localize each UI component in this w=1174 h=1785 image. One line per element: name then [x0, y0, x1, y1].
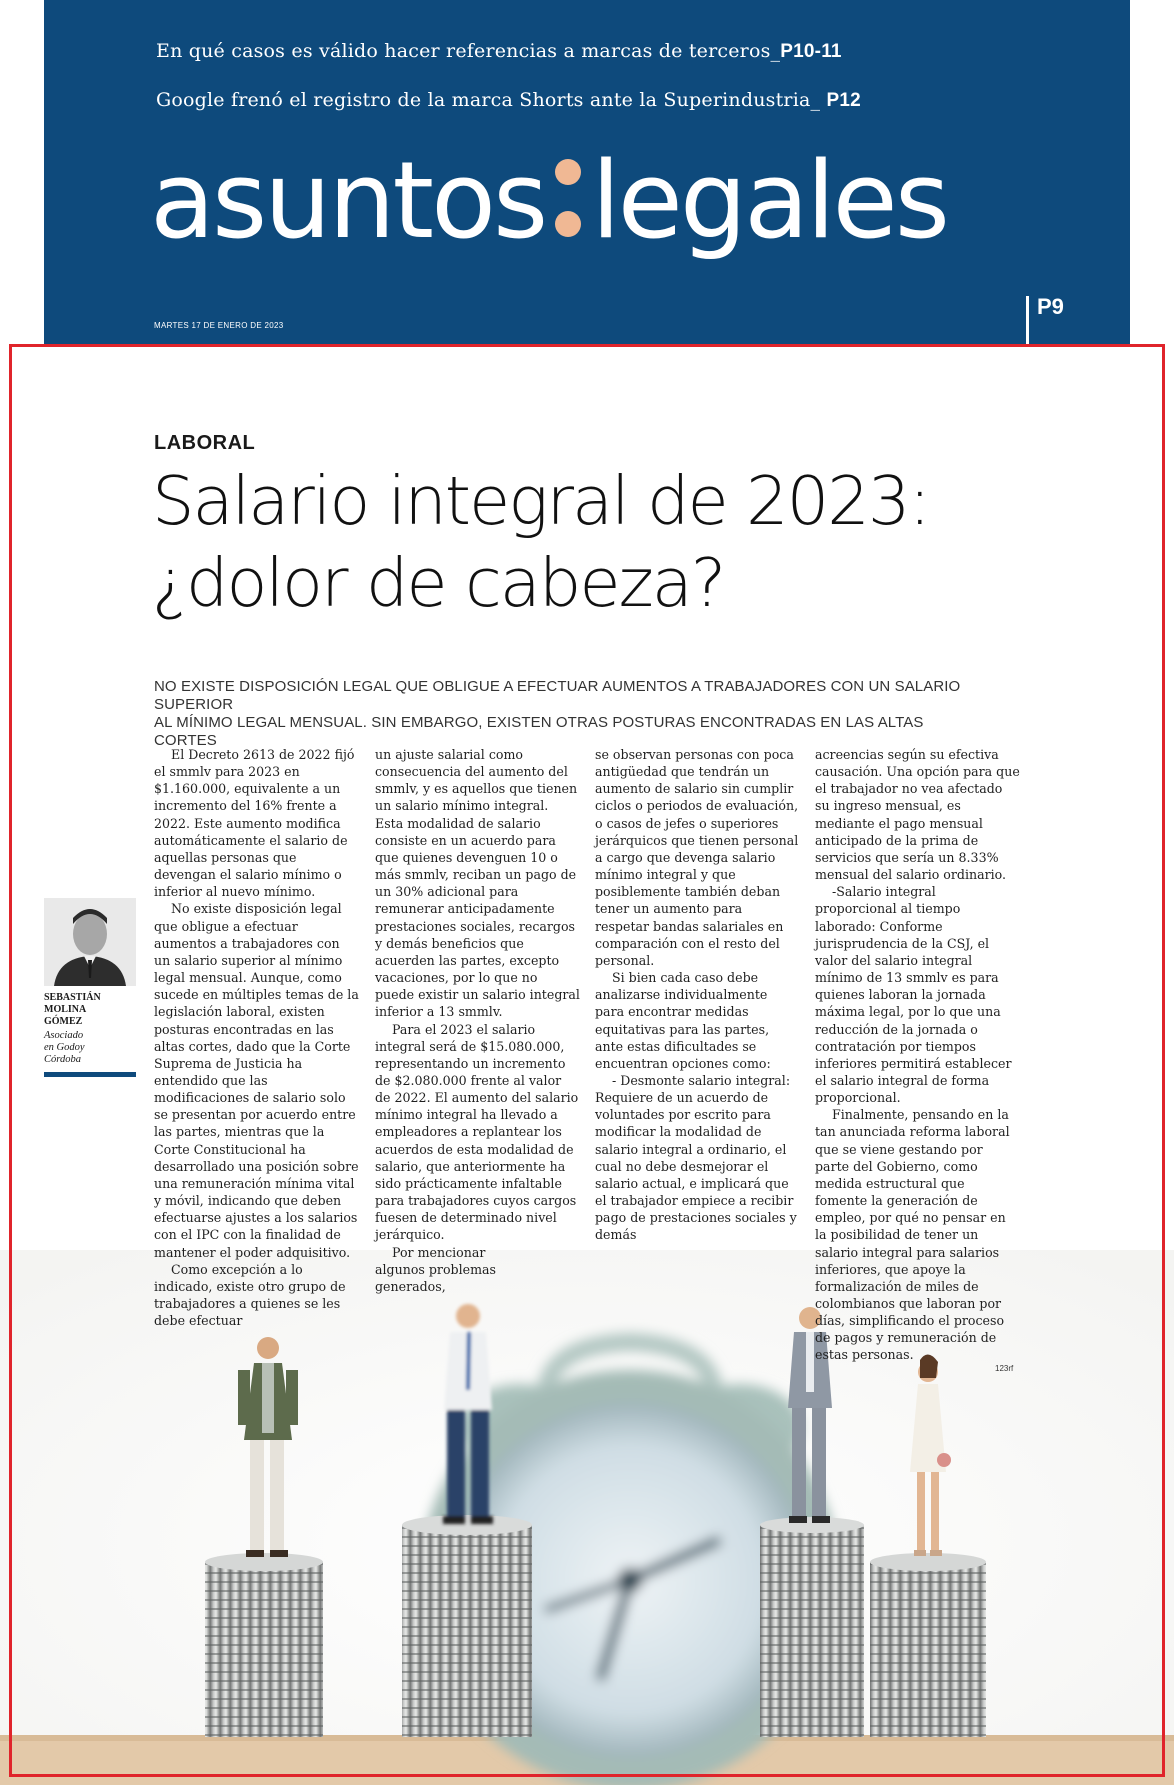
body-column-3	[595, 746, 800, 1244]
paragraph: Si bien cada caso debe analizarse individualmente para encontrar medidas equitativas para las partes, ante estas dificultades se encuentran opciones como:	[595, 970, 771, 1071]
teaser-1-page: P10-11	[780, 41, 842, 62]
issue-date: MARTES 17 DE ENERO DE 2023	[154, 321, 284, 330]
photo-credit: 123rf	[995, 1364, 1014, 1373]
teaser-link-2[interactable]	[156, 89, 861, 112]
body-column-1	[154, 746, 359, 1329]
author-role: Asociado en Godoy Córdoba	[44, 1030, 85, 1065]
paragraph: - Desmonte salario integral: Requiere de un acuerdo de voluntades por escrito para modificar la modalidad de salario integral a ordinario, el cual no debe desmejorar el salario actual, e implicará que el trabajador empiece a recibir pago de prestaciones sociales y demás	[595, 1072, 797, 1243]
paragraph: Por mencionar algunos problemas generados,	[375, 1244, 496, 1294]
author-avatar	[44, 898, 136, 986]
paragraph: Como excepción a lo indicado, existe otro grupo de trabajadores a quienes se les debe efectuar	[154, 1261, 346, 1329]
article-deck	[154, 678, 984, 750]
paragraph: Para el 2023 el salario integral será de $15.080.000, representando un incremento de $2.080.000 frente al valor de 2022. El aumento del salario mínimo integral ha llevado a empleadores a replantear los acuerdos de esta modalidad de salario, que anteriormente ha sido prácticamente infaltable para trabajadores cuyos cargos fuesen de determinado nivel jerárquico.	[375, 1021, 579, 1243]
paragraph: Finalmente, pensando en la tan anunciada reforma laboral que se viene gestando por parte del Gobierno, como medida estructural que fomente la generación de empleo, por qué no pensar en la posibilidad de tener un salario integral para salarios inferiores, que apoye la formalización de miles de colombianos que laboran por días, simplificando el proceso de pagos y remuneración de estas personas.	[815, 1107, 1010, 1363]
headline-line-2: ¿dolor de cabeza?	[152, 544, 725, 622]
paragraph: No existe disposición legal que obligue a efectuar aumentos a trabajadores con un salario superior al mínimo legal mensual. Aunque, como sucede en múltiples temas de la legislación laboral, existen posturas encontradas en las altas cortes, dado que la Corte Suprema de Justicia ha entendido que las modificaciones de salario solo se presentan por acuerdo entre las partes, mientras que la Corte Constitucional ha desarrollado una posición sobre una remuneración mínima vital y móvil, indicando que deben efectuarse ajustes a los salarios con el IPC con la finalidad de mantener el poder adquisitivo.	[154, 901, 359, 1260]
deck-line-1: NO EXISTE DISPOSICIÓN LEGAL QUE OBLIGUE A EFECTUAR AUMENTOS A TRABAJADORES CON UN SALARIO SUPERIOR	[154, 678, 961, 713]
page-number-divider	[1026, 296, 1029, 345]
brand-left: asuntos	[150, 139, 546, 262]
author-name: SEBASTIÁN MOLINA GÓMEZ	[44, 992, 101, 1027]
brand-colon-icon	[545, 157, 591, 237]
author-box	[44, 898, 136, 1077]
teaser-2-text: Google frenó el registro de la marca Shorts ante la Superindustria_	[156, 89, 821, 111]
deck-line-2: AL MÍNIMO LEGAL MENSUAL. SIN EMBARGO, EXISTEN OTRAS POSTURAS ENCONTRADAS EN LAS ALTAS CORTES	[154, 714, 924, 749]
brand-right: legales	[591, 139, 947, 262]
masthead	[44, 0, 1130, 345]
paragraph: se observan personas con poca antigüedad que tendrán un aumento de salario sin cumplir ciclos o periodos de evaluación, o casos de jefes o superiores jerárquicos que tienen personal a cargo que devenga salario mínimo integral y que posiblemente también deban tener un aumento para respetar bandas salariales en comparación con el resto del personal.	[595, 747, 799, 968]
teaser-link-1[interactable]	[156, 40, 842, 63]
page-number: P9	[1037, 294, 1064, 319]
teaser-1-text: En qué casos es válido hacer referencias a marcas de terceros_	[156, 40, 781, 62]
paragraph: -Salario integral proporcional al tiempo laborado: Conforme jurisprudencia de la CSJ, el valor del salario integral mínimo de 13 smmlv es para quienes laboran la jornada máxima legal, por lo que una reducción de la jornada o contratación por tiempos inferiores permitirá establecer el salario integral de forma proporcional.	[815, 884, 1012, 1106]
author-divider	[44, 1072, 136, 1077]
paragraph: El Decreto 2613 de 2022 fijó el smmlv para 2023 en $1.160.000, equivalente a un incremento del 16% frente a 2022. Este aumento modifica automáticamente el salario de aquellas personas que devengan el salario mínimo o inferior al nuevo mínimo.	[154, 747, 355, 900]
brand-logo	[150, 139, 947, 262]
body-column-4	[815, 746, 1020, 1364]
body-column-2	[375, 746, 580, 1295]
teaser-2-page: P12	[826, 90, 861, 111]
article-headline	[152, 460, 1052, 624]
headline-line-1: Salario integral de 2023:	[152, 462, 930, 540]
section-label: LABORAL	[154, 432, 256, 454]
paragraph: un ajuste salarial como consecuencia del aumento del smmlv, y es aquellos que tienen un salario mínimo integral. Esta modalidad de salario consiste en un acuerdo para que quienes devenguen 10 o más smmlv, reciban un pago de un 30% adicional para remunerar anticipadamente prestaciones sociales, recargos y demás beneficios que acuerden las partes, excepto vacaciones, por lo que no puede existir un salario integral inferior a 13 smmlv.	[375, 747, 580, 1020]
paragraph: acreencias según su efectiva causación. Una opción para que el trabajador no vea afectado su ingreso mensual, es mediante el pago mensual anticipado de la prima de servicios que sería un 8.33% mensual del salario ordinario.	[815, 747, 1020, 883]
